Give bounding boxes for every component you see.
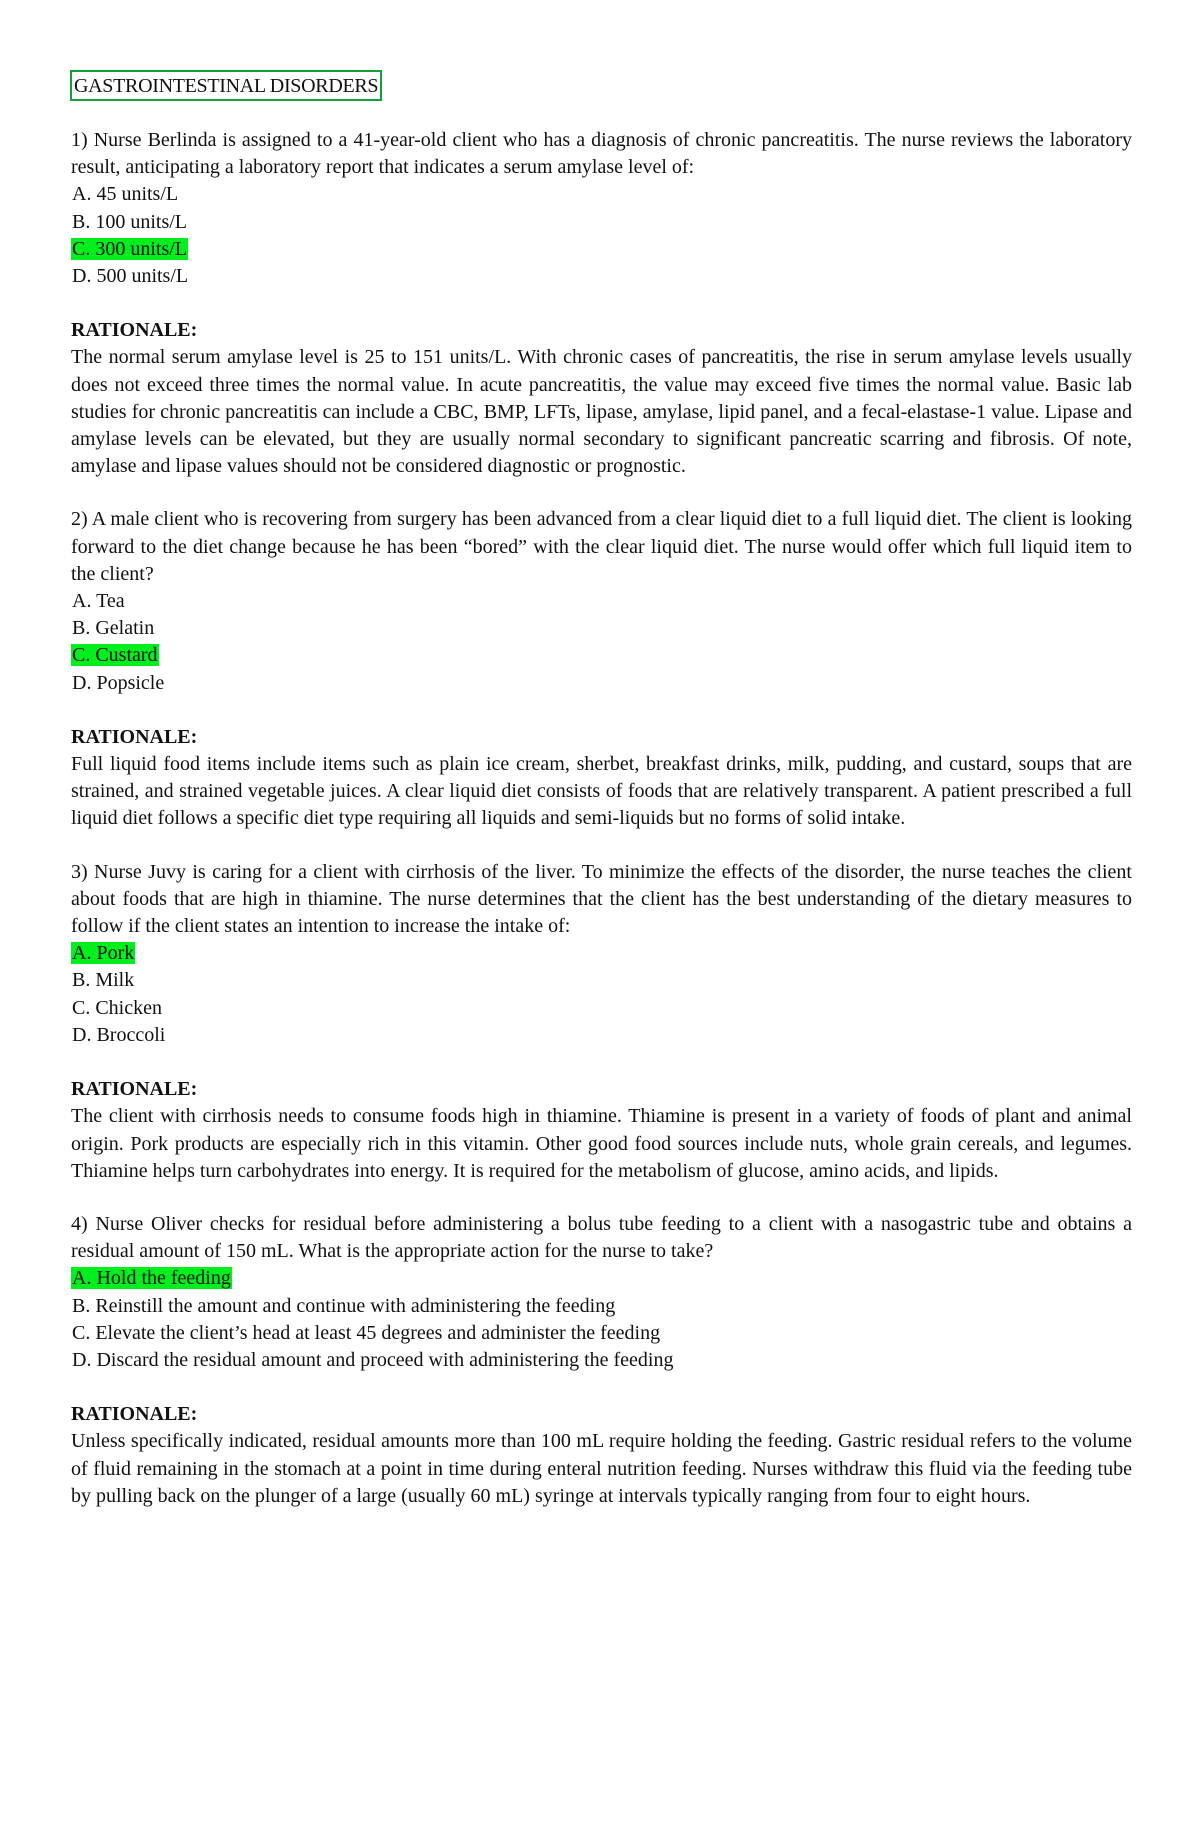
answer-option-label: A. Tea (72, 590, 125, 613)
answer-options (71, 588, 1132, 697)
answer-option-label: B. Reinstill the amount and continue with administering the feeding (72, 1294, 616, 1317)
answer-option (71, 967, 1132, 994)
answer-option-label: B. Milk (72, 969, 135, 992)
answer-option (71, 1293, 1132, 1320)
answer-option (71, 1320, 1132, 1347)
question-stem: 4) Nurse Oliver checks for residual before administering a bolus tube feeding to a client with a nasogastric tube and obtains a residual amount of 150 mL. What is the appropriate action for the nurse to take? (71, 1212, 1132, 1263)
question-stem: 1) Nurse Berlinda is assigned to a 41-year-old client who has a diagnosis of chronic pancreatitis. The nurse reviews the laboratory result, anticipating a laboratory report that indicates a serum amylase level of: (71, 129, 1132, 179)
answer-option-label: C. 300 units/L (72, 237, 188, 260)
answer-option-label: D. Discard the residual amount and proceed with administering the feeding (72, 1348, 674, 1371)
answer-option-label: B. 100 units/L (72, 210, 188, 233)
answer-option-correct (71, 642, 1132, 669)
question-block (71, 1211, 1132, 1510)
answer-option (71, 263, 1132, 290)
answer-option (71, 1022, 1132, 1049)
answer-option (71, 615, 1132, 642)
rationale-heading: RATIONALE: (71, 1403, 198, 1426)
question-block (71, 506, 1132, 832)
answer-options (71, 181, 1132, 290)
rationale-text: The normal serum amylase level is 25 to 151 units/L. With chronic cases of pancreatitis, the rise in serum amylase levels usually does not exceed three times the normal value. In acute pancreatitis, the value may exceed five times the normal value. Basic lab studies for chronic pancreatitis can include a CBC, BMP, LFTs, lipase, amylase, lipid panel, and a fecal-elastase-1 value. Lipase and amylase levels can be elevated, but they are usually normal secondary to significant pancreatic scarring and fibrosis. Of note, amylase and lipase values should not be considered diagnostic or prognostic. (71, 346, 1132, 478)
question-block (71, 859, 1132, 1185)
answer-options (71, 1265, 1132, 1374)
answer-option (71, 181, 1132, 208)
question-list (71, 127, 1132, 1510)
question-stem: 2) A male client who is recovering from surgery has been advanced from a clear liquid diet to a full liquid diet. The client is looking forward to the diet change because he has been “bored” with the clear liquid diet. The nurse would offer which full liquid item to the client? (71, 508, 1132, 585)
answer-option-label: C. Chicken (72, 996, 162, 1019)
rationale-heading: RATIONALE: (71, 319, 198, 342)
answer-option (71, 995, 1132, 1022)
answer-option-label: A. Pork (72, 942, 135, 965)
answer-option-correct (71, 1265, 1132, 1292)
answer-option-label: C. Custard (72, 644, 158, 667)
rationale-text: The client with cirrhosis needs to consume foods high in thiamine. Thiamine is present in a variety of foods of plant and animal origin. Pork products are especially rich in this vitamin. Other good food sources include nuts, whole grain cereals, and legumes. Thiamine helps turn carbohydrates into energy. It is required for the metabolism of glucose, amino acids, and lipids. (71, 1105, 1132, 1182)
answer-option (71, 670, 1132, 697)
rationale-text: Unless specifically indicated, residual amounts more than 100 mL require holding the feeding. Gastric residual refers to the volume of fluid remaining in the stomach at a point in time during enteral nutrition feeding. Nurses withdraw this fluid via the feeding tube by pulling back on the plunger of a large (usually 60 mL) syringe at intervals typically ranging from four to eight hours. (71, 1430, 1132, 1507)
answer-option-label: A. 45 units/L (72, 183, 179, 206)
rationale-heading: RATIONALE: (71, 725, 198, 748)
rationale-text: Full liquid food items include items such as plain ice cream, sherbet, breakfast drinks, milk, pudding, and custard, soups that are strained, and strained vegetable juices. A clear liquid diet consists of foods that are relatively transparent. A patient prescribed a full liquid diet follows a specific diet type requiring all liquids and semi-liquids but no forms of solid intake. (71, 753, 1132, 830)
answer-option-label: D. 500 units/L (72, 265, 189, 288)
answer-option-label: C. Elevate the client’s head at least 45 degrees and administer the feeding (72, 1321, 661, 1344)
answer-options (71, 940, 1132, 1049)
answer-option-label: A. Hold the feeding (72, 1267, 231, 1290)
question-block (71, 127, 1132, 480)
rationale-section (71, 1401, 1132, 1510)
question-stem: 3) Nurse Juvy is caring for a client with cirrhosis of the liver. To minimize the effects of the disorder, the nurse teaches the client about foods that are high in thiamine. The nurse determines that the client has the best understanding of the dietary measures to follow if the client states an intention to increase the intake of: (71, 860, 1132, 938)
rationale-section (71, 317, 1132, 480)
answer-option-correct (71, 940, 1132, 967)
rationale-section (71, 724, 1132, 833)
document-page (71, 70, 1132, 1510)
answer-option (71, 588, 1132, 615)
rationale-section (71, 1076, 1132, 1185)
document-title: GASTROINTESTINAL DISORDERS (70, 70, 382, 101)
answer-option-label: B. Gelatin (72, 617, 155, 640)
answer-option (71, 209, 1132, 236)
answer-option (71, 1347, 1132, 1374)
answer-option-label: D. Broccoli (72, 1023, 166, 1046)
answer-option-label: D. Popsicle (72, 671, 165, 694)
rationale-heading: RATIONALE: (71, 1078, 198, 1101)
answer-option-correct (71, 236, 1132, 263)
